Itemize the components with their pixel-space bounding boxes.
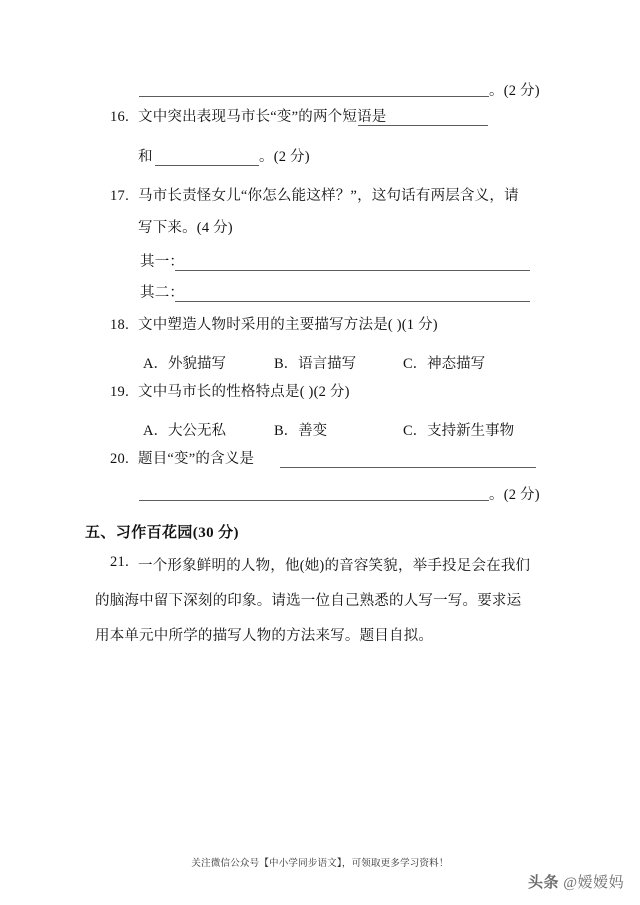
question-18-number: 18. (110, 317, 130, 333)
question-19-stem: 文中马市长的性格特点是( )(2 分) (138, 384, 350, 400)
question-18-option-a[interactable]: A．外貌描写 (143, 356, 226, 372)
question-20-stem: 题目“变”的含义是 (138, 451, 255, 467)
question-17-number: 17. (110, 188, 130, 204)
question-17-subitem-1-label: 其一： (140, 254, 185, 270)
question-19-option-a[interactable]: A．大公无私 (143, 423, 226, 439)
question-21-number: 21. (110, 554, 130, 570)
question-16-blank-2 (155, 165, 259, 166)
footer-promo-note: 关注微信公众号【中小学同步语文】，可领取更多学习资料！ (191, 859, 449, 869)
question-17-subitem-2-blank (175, 301, 530, 302)
question-16-number: 16. (110, 109, 130, 125)
question-17-text-line2: 写下来。(4 分) (138, 220, 233, 236)
question-21-line-1: 一个形象鲜明的人物，他(她)的音容笑貌，举手投足会在我们 (138, 558, 531, 574)
question-17-subitem-1-blank (175, 270, 530, 271)
question-19-option-c[interactable]: C．支持新生事物 (403, 423, 515, 439)
question-20-blank-2 (139, 500, 489, 501)
question-16-blank-1 (358, 125, 488, 126)
question-18-option-c[interactable]: C．神态描写 (403, 356, 486, 372)
watermark-brand: 头条 (528, 875, 560, 891)
watermark-handle: @嫒嫒妈 (563, 875, 625, 891)
question-18-option-b[interactable]: B．语言描写 (274, 356, 357, 372)
question-21-line-2: 的脑海中留下深刻的印象。请选一位自己熟悉的人写一写。要求运 (95, 593, 522, 609)
carryover-score-label: 。(2 分) (489, 83, 540, 99)
question-19-number: 19. (110, 384, 130, 400)
question-16-line2-prefix: 和 (138, 149, 153, 165)
question-17-text-line1: 马市长责怪女儿“你怎么能这样？”，这句话有两层含义，请 (138, 188, 519, 204)
question-21-line-3: 用本单元中所学的描写人物的方法来写。题目自拟。 (95, 628, 434, 644)
question-19-option-b[interactable]: B．善变 (274, 423, 328, 439)
question-20-number: 20. (110, 451, 130, 467)
question-20-blank-1 (280, 467, 536, 468)
answer-rule-carryover (139, 96, 489, 97)
question-17-subitem-2-label: 其二： (140, 285, 185, 301)
question-16-text: 文中突出表现马市长“变”的两个短语是 (138, 109, 387, 125)
question-16-score-label: 。(2 分) (259, 149, 310, 165)
question-18-stem: 文中塑造人物时采用的主要描写方法是( )(1 分) (138, 317, 438, 333)
section-heading-composition: 五、习作百花园(30 分) (85, 525, 239, 541)
watermark (528, 871, 624, 892)
question-20-score-label: 。(2 分) (489, 487, 540, 503)
